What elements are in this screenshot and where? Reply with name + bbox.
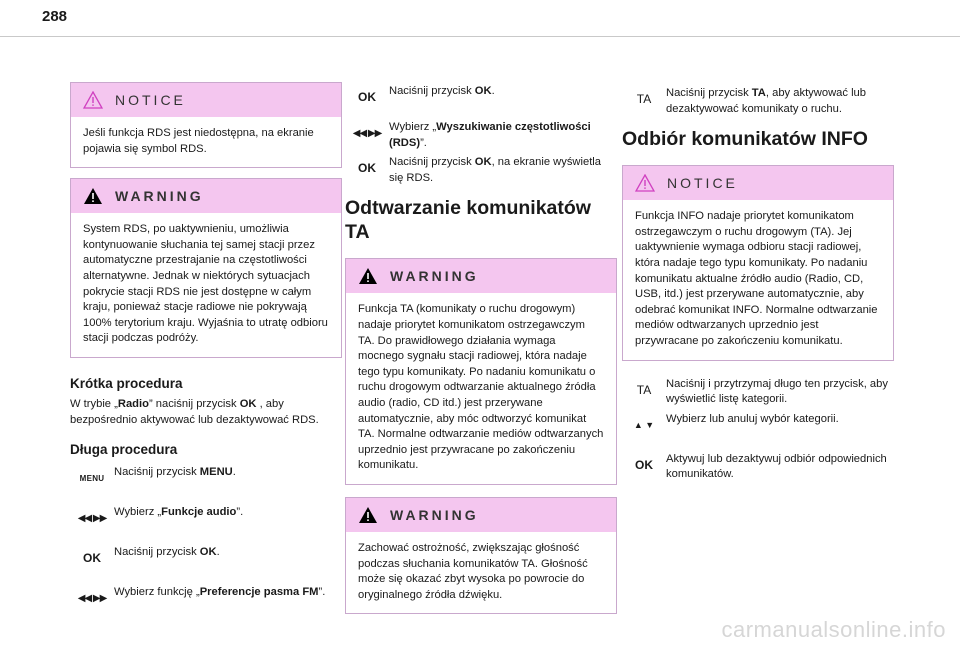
notice-title: NOTICE <box>115 92 186 108</box>
ta-button-icon: TA <box>636 92 652 106</box>
menu-button-icon: MENU <box>79 473 105 483</box>
rds-step-2 <box>345 118 617 151</box>
warning-box-rds <box>70 178 342 358</box>
notice-box-info <box>622 165 894 360</box>
step-text: Naciśnij i przytrzymaj długo ten przycisk, aby wyświetlić listę kategorii. <box>666 377 888 406</box>
long-step-3 <box>70 543 342 573</box>
warning-title: WARNING <box>390 268 479 285</box>
notice-text: Funkcja INFO nadaje priorytet komunikatom ostrzegawczym o ruchu drogowym (TA). Jej uaktywnienie wymaga odbioru stacji radiowej, która nadaje tego typu komunikaty. Po nadaniu komunikatu aktualne źródło audio (Radio, CD, USB, itd.) jest przerywane automatycznie, aby odebrać komunikat INFO. Normalne odtwarzanie mediów odtwarzanych uprzednio jest przywracane po zakończeniu komunikatu. <box>635 210 878 347</box>
step-text: Wybierz lub anuluj wybór kategorii. <box>666 412 839 425</box>
step-text: Wybierz „Wyszukiwanie częstotliwości (RDS)”. <box>389 121 591 149</box>
warning-box-volume <box>345 497 617 614</box>
page-number: 288 <box>42 8 68 25</box>
ta-section-heading: Odtwarzanie komunikatów TA <box>345 197 591 244</box>
column-1 <box>70 82 342 623</box>
seek-arrows-icon: ◀◀ ▶▶ <box>77 592 107 604</box>
warning-box-ta <box>345 258 617 485</box>
long-step-1 <box>70 463 342 493</box>
ok-button-icon: OK <box>83 551 101 566</box>
warning-header <box>346 259 616 293</box>
seek-arrows-icon: ◀◀ ▶▶ <box>352 127 382 139</box>
warning-text: Funkcja TA (komunikaty o ruchu drogowym) nadaje priorytet komunikatom ostrzegawczym TA. Do prawidłowego działania wymaga mocnego sygnału stacji radiowej, która nadaje tego typu komunikaty. Po nadaniu komunikatu o ruchu drogowym odtwarzanie aktualnego źródła audio (radio, CD itd.) jest przerywane automatycznie, aby móc odtworzyć komunikat TA. Normalne odtwarzanie mediów odtwarzanych uprzednio jest przywracane po zakończeniu komunikatu. <box>358 303 604 472</box>
up-down-arrows-icon: ▲ ▼ <box>633 419 655 430</box>
column-2 <box>345 82 617 624</box>
short-procedure-text: W trybie „Radio” naciśnij przycisk OK , aby bezpośrednio aktywować lub dezaktywować RDS. <box>70 397 319 426</box>
seek-arrows-icon: ◀◀ ▶▶ <box>77 512 107 524</box>
ok-button-icon: OK <box>635 457 653 472</box>
notice-box-rds <box>70 82 342 168</box>
warning-triangle-icon <box>83 187 103 205</box>
ok-button-icon: OK <box>358 90 376 104</box>
info-step-1 <box>622 375 894 408</box>
rds-step-1 <box>345 82 617 112</box>
ok-button-icon: OK <box>358 161 376 176</box>
info-step-2 <box>622 410 894 440</box>
step-text: Naciśnij przycisk MENU. <box>114 466 236 479</box>
notice-header <box>71 83 341 117</box>
step-text: Wybierz funkcję „Preferencje pasma FM”. <box>114 586 326 599</box>
warning-triangle-icon <box>358 267 378 285</box>
step-text: Naciśnij przycisk OK, na ekranie wyświetla się RDS. <box>389 156 602 184</box>
warning-title: WARNING <box>115 188 204 205</box>
short-procedure-heading: Krótka procedura <box>70 375 183 391</box>
rds-step-3 <box>345 153 617 186</box>
warning-triangle-icon <box>358 506 378 524</box>
warning-text: System RDS, po uaktywnieniu, umożliwia kontynuowanie słuchania tej samej stacji przez automatyczne przestrajanie na częstotliwości alternatywne. Jednak w niektórych sytuacjach pokrycie stacji RDS nie jest dostępne w całym kraju, ponieważ stacje radiowe nie pokrywają 100% terytorium kraju. Wyjaśnia to utratę odbioru stacji podczas podróży. <box>83 223 328 345</box>
info-step-3 <box>622 450 894 483</box>
caution-triangle-icon <box>635 174 655 192</box>
long-step-2 <box>70 503 342 533</box>
notice-header <box>623 166 893 200</box>
step-text: Naciśnij przycisk OK. <box>114 546 220 559</box>
watermark: carmanualsonline.info <box>721 617 946 642</box>
column-3 <box>622 84 894 493</box>
ta-step <box>622 84 894 117</box>
caution-triangle-icon <box>83 91 103 109</box>
long-procedure-heading: Długa procedura <box>70 442 178 458</box>
step-text: Naciśnij przycisk OK. <box>389 85 495 97</box>
step-text: Naciśnij przycisk TA, aby aktywować lub dezaktywować komunikaty o ruchu. <box>666 87 867 115</box>
long-step-4 <box>70 583 342 613</box>
notice-title: NOTICE <box>667 175 738 192</box>
notice-text: Jeśli funkcja RDS jest niedostępna, na ekranie pojawia się symbol RDS. <box>83 127 314 155</box>
warning-header <box>71 179 341 213</box>
warning-title: WARNING <box>390 506 479 523</box>
warning-text: Zachować ostrożność, zwiększając głośność podczas słuchania komunikatów TA. Głośność może się okazać zbyt wysoka po powrocie do oryginalnego źródła dźwięku. <box>358 541 588 601</box>
info-section-heading: Odbiór komunikatów INFO <box>622 128 868 151</box>
step-text: Aktywuj lub dezaktywuj odbiór odpowiednich komunikatów. <box>666 452 887 481</box>
step-text: Wybierz „Funkcje audio”. <box>114 506 244 519</box>
ta-button-icon: TA <box>636 382 652 397</box>
header-rule <box>0 36 960 37</box>
warning-header <box>346 498 616 532</box>
